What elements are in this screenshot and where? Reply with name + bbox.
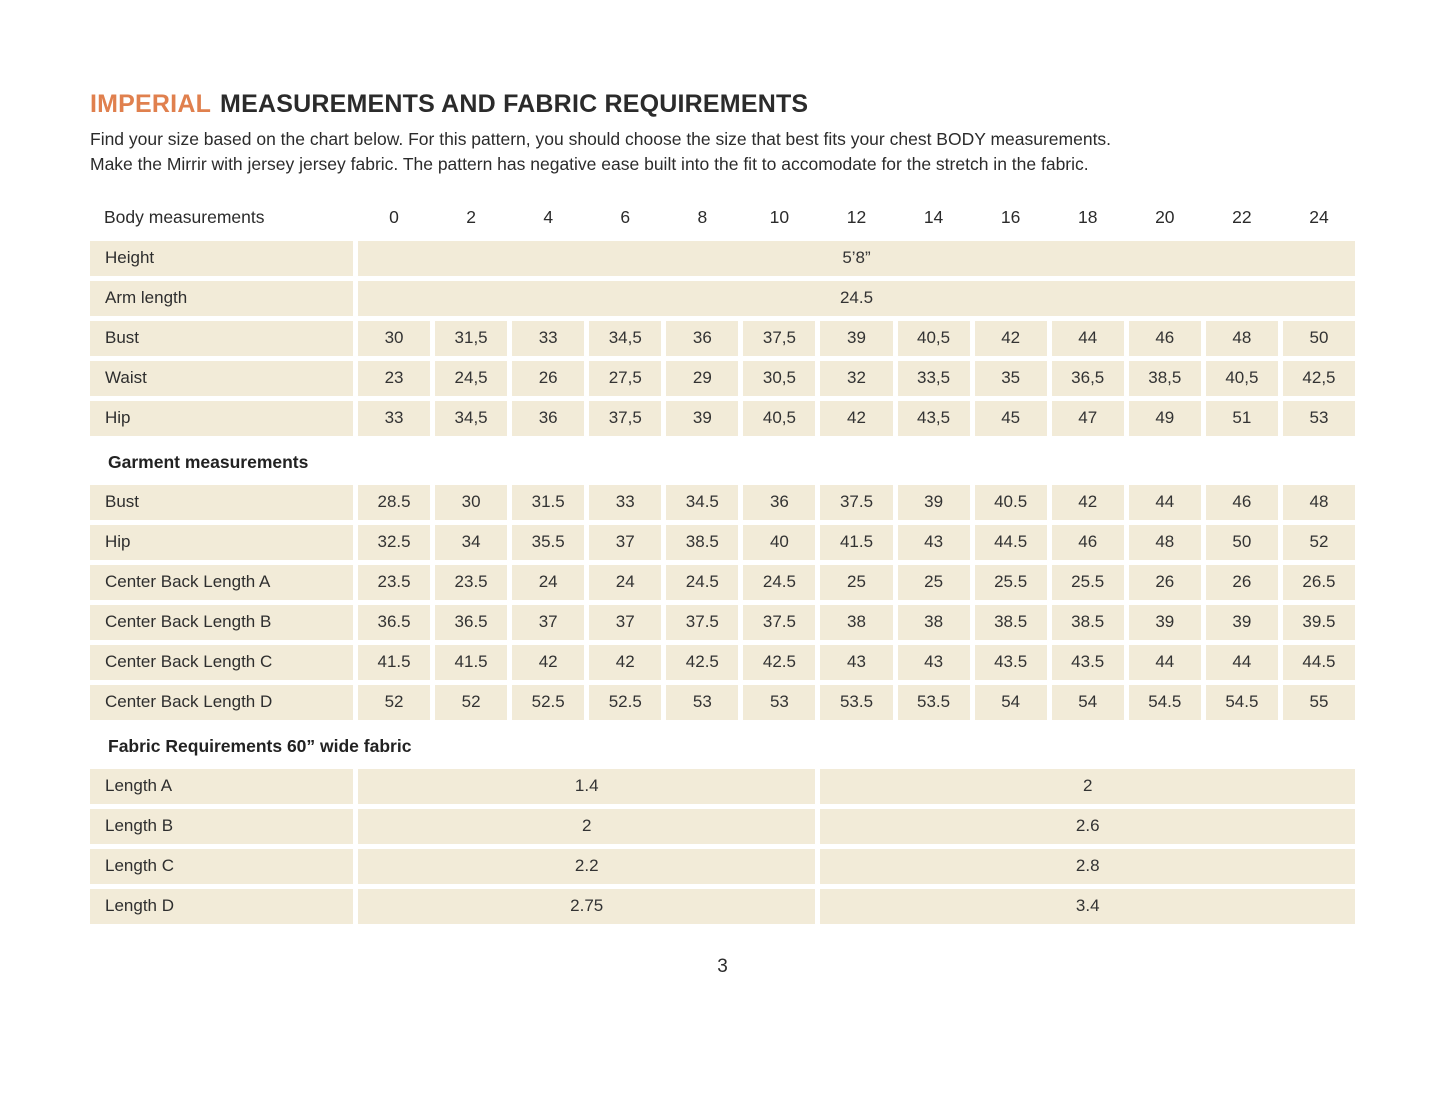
size-header: 18: [1077, 207, 1098, 228]
table-row: [90, 889, 1355, 924]
measurement-cell: 26: [1206, 565, 1278, 600]
measurements-table: [90, 203, 1355, 924]
measurement-cell: 25: [898, 565, 970, 600]
table-row: [90, 685, 1355, 720]
measurement-cell: 38: [820, 605, 892, 640]
measurement-cell: 52: [358, 685, 430, 720]
measurement-cell: 37,5: [743, 321, 815, 356]
table-row: [90, 645, 1355, 680]
measurement-cell: 30: [435, 485, 507, 520]
measurement-cell: 52.5: [589, 685, 661, 720]
measurement-cell: 36: [743, 485, 815, 520]
measurement-cell: 36: [666, 321, 738, 356]
size-header: 24: [1309, 207, 1329, 228]
measurement-cell: 53: [743, 685, 815, 720]
measurement-cell: 44.5: [1283, 645, 1355, 680]
measurement-cell: 36.5: [435, 605, 507, 640]
measurement-cell: 24.5: [743, 565, 815, 600]
measurement-cell: 32: [820, 361, 892, 396]
fabric-amount-left: 2: [358, 809, 815, 844]
measurement-cell: 52: [1283, 525, 1355, 560]
measurement-cell: 41.5: [820, 525, 892, 560]
measurement-cell: 32.5: [358, 525, 430, 560]
page-title-rest: MEASUREMENTS AND FABRIC REQUIREMENTS: [220, 90, 809, 118]
measurement-cell: 34.5: [666, 485, 738, 520]
table-row: [90, 849, 1355, 884]
measurement-cell: 41.5: [435, 645, 507, 680]
row-label: Center Back Length B: [90, 605, 353, 640]
measurement-cell: 43: [898, 645, 970, 680]
measurement-cell: 42: [820, 401, 892, 436]
measurement-cell: 34,5: [435, 401, 507, 436]
size-header: 22: [1232, 207, 1252, 228]
row-label: Center Back Length A: [90, 565, 353, 600]
intro-text: [90, 127, 1355, 177]
measurement-cell: 41.5: [358, 645, 430, 680]
measurement-cell: 39: [820, 321, 892, 356]
measurement-cell: 45: [975, 401, 1047, 436]
measurement-cell: 31,5: [435, 321, 507, 356]
measurement-cell: 44: [1129, 645, 1201, 680]
measurement-cell: 25.5: [1052, 565, 1124, 600]
measurement-cell: 50: [1283, 321, 1355, 356]
measurement-cell: 33,5: [898, 361, 970, 396]
measurement-cell: 43,5: [898, 401, 970, 436]
table-row: [90, 605, 1355, 640]
row-label: Bust: [90, 321, 353, 356]
measurement-cell: 36: [512, 401, 584, 436]
measurement-cell: 40,5: [743, 401, 815, 436]
measurement-cell: 44: [1129, 485, 1201, 520]
measurement-cell: 33: [512, 321, 584, 356]
fabric-amount-left: 2.2: [358, 849, 815, 884]
measurement-cell: 42,5: [1283, 361, 1355, 396]
fabric-amount-right: 2.8: [820, 849, 1355, 884]
row-label: Waist: [90, 361, 353, 396]
measurement-cell: 30,5: [743, 361, 815, 396]
measurement-cell: 39.5: [1283, 605, 1355, 640]
measurement-cell: 24: [512, 565, 584, 600]
measurement-cell: 40,5: [1206, 361, 1278, 396]
measurement-cell: 30: [358, 321, 430, 356]
row-label: Hip: [90, 401, 353, 436]
measurement-cell: 54.5: [1206, 685, 1278, 720]
measurement-cell: 43: [820, 645, 892, 680]
measurement-cell: 34: [435, 525, 507, 560]
row-label: Length C: [90, 849, 353, 884]
measurement-cell: 35.5: [512, 525, 584, 560]
measurement-cell: 38: [898, 605, 970, 640]
intro-line-1: Find your size based on the chart below. For this pattern, you should choose the size that best fits your chest BODY measurements.: [90, 129, 1112, 149]
measurement-cell: 26: [1129, 565, 1201, 600]
measurement-cell: 48: [1206, 321, 1278, 356]
measurement-cell: 54: [975, 685, 1047, 720]
measurement-cell: 53.5: [820, 685, 892, 720]
measurement-cell: 46: [1206, 485, 1278, 520]
measurement-cell: 39: [898, 485, 970, 520]
table-row: [90, 361, 1355, 396]
fabric-amount-right: 2: [820, 769, 1355, 804]
measurement-cell: 42: [589, 645, 661, 680]
measurement-cell: 43.5: [975, 645, 1047, 680]
measurement-cell: 37: [589, 525, 661, 560]
measurement-cell: 27,5: [589, 361, 661, 396]
size-header: 0: [389, 207, 399, 228]
fabric-amount-left: 2.75: [358, 889, 815, 924]
measurement-cell: 48: [1283, 485, 1355, 520]
measurement-cell: 33: [589, 485, 661, 520]
measurement-cell: 39: [666, 401, 738, 436]
measurement-cell: 23.5: [435, 565, 507, 600]
measurement-cell: 42.5: [743, 645, 815, 680]
measurement-cell: 42.5: [666, 645, 738, 680]
fabric-amount-left: 1.4: [358, 769, 815, 804]
table-header-label: Body measurements: [104, 207, 265, 228]
measurement-cell: 35: [975, 361, 1047, 396]
page-title: [90, 90, 1355, 119]
table-row: [90, 401, 1355, 436]
fabric-amount-right: 2.6: [820, 809, 1355, 844]
measurement-cell: 42: [1052, 485, 1124, 520]
measurement-cell: 37: [589, 605, 661, 640]
measurement-cell: 44.5: [975, 525, 1047, 560]
measurement-cell: 51: [1206, 401, 1278, 436]
measurement-cell: 38,5: [1129, 361, 1201, 396]
measurement-cell: 53: [1283, 401, 1355, 436]
row-label: Hip: [90, 525, 353, 560]
size-header: 10: [769, 207, 790, 228]
measurement-cell: 24,5: [435, 361, 507, 396]
measurement-cell: 47: [1052, 401, 1124, 436]
size-header: 12: [846, 207, 867, 228]
table-row: [90, 321, 1355, 356]
full-width-value: 24.5: [358, 281, 1355, 316]
measurement-cell: 29: [666, 361, 738, 396]
row-label: Length D: [90, 889, 353, 924]
table-row: [90, 769, 1355, 804]
size-header: 4: [543, 207, 554, 228]
measurement-cell: 49: [1129, 401, 1201, 436]
measurement-cell: 50: [1206, 525, 1278, 560]
measurement-cell: 55: [1283, 685, 1355, 720]
row-label: Center Back Length D: [90, 685, 353, 720]
measurement-cell: 44: [1052, 321, 1124, 356]
measurement-cell: 46: [1129, 321, 1201, 356]
page-number: 3: [717, 955, 728, 977]
size-header: 16: [1000, 207, 1021, 228]
measurement-cell: 54.5: [1129, 685, 1201, 720]
row-label: Arm length: [90, 281, 353, 316]
measurement-cell: 53: [666, 685, 738, 720]
measurement-cell: 52: [435, 685, 507, 720]
measurement-cell: 54: [1052, 685, 1124, 720]
measurement-cell: 39: [1206, 605, 1278, 640]
fabric-amount-right: 3.4: [820, 889, 1355, 924]
measurement-cell: 34,5: [589, 321, 661, 356]
page-title-accent: IMPERIAL: [90, 90, 212, 118]
measurement-cell: 31.5: [512, 485, 584, 520]
measurement-cell: 25.5: [975, 565, 1047, 600]
measurement-cell: 46: [1052, 525, 1124, 560]
size-header: 6: [620, 207, 631, 228]
table-row: [90, 485, 1355, 520]
measurement-cell: 43: [898, 525, 970, 560]
row-label: Center Back Length C: [90, 645, 353, 680]
measurement-cell: 36,5: [1052, 361, 1124, 396]
row-label: Length A: [90, 769, 353, 804]
measurement-cell: 40.5: [975, 485, 1047, 520]
measurement-cell: 48: [1129, 525, 1201, 560]
measurement-cell: 24: [589, 565, 661, 600]
measurement-cell: 26: [512, 361, 584, 396]
measurement-cell: 37.5: [743, 605, 815, 640]
table-row: [90, 525, 1355, 560]
size-header: 20: [1155, 207, 1175, 228]
measurement-cell: 52.5: [512, 685, 584, 720]
table-row: [90, 809, 1355, 844]
intro-line-2: Make the Mirrir with jersey jersey fabric. The pattern has negative ease built into the fit to accomodate for the stretch in the fabric.: [90, 153, 1089, 174]
measurement-cell: 23: [358, 361, 430, 396]
garment-section-label: Garment measurements: [108, 452, 309, 473]
measurement-cell: 36.5: [358, 605, 430, 640]
measurement-cell: 40,5: [898, 321, 970, 356]
measurement-cell: 37.5: [666, 605, 738, 640]
measurement-cell: 25: [820, 565, 892, 600]
measurement-cell: 33: [358, 401, 430, 436]
measurement-cell: 42: [975, 321, 1047, 356]
size-header: 14: [923, 207, 944, 228]
measurement-cell: 28.5: [358, 485, 430, 520]
measurement-cell: 38.5: [975, 605, 1047, 640]
size-header: 8: [697, 207, 708, 228]
measurement-cell: 43.5: [1052, 645, 1124, 680]
row-label: Bust: [90, 485, 353, 520]
measurement-cell: 38.5: [666, 525, 738, 560]
fabric-section-label: Fabric Requirements 60” wide fabric: [108, 736, 412, 757]
measurement-cell: 39: [1129, 605, 1201, 640]
full-width-value: 5’8”: [358, 241, 1355, 276]
measurement-cell: 37,5: [589, 401, 661, 436]
size-header: 2: [466, 207, 476, 228]
table-row: [90, 241, 1355, 276]
measurement-cell: 26.5: [1283, 565, 1355, 600]
row-label: Height: [90, 241, 353, 276]
measurement-cell: 38.5: [1052, 605, 1124, 640]
table-row: [90, 281, 1355, 316]
measurement-cell: 53.5: [898, 685, 970, 720]
measurement-cell: 42: [512, 645, 584, 680]
row-label: Length B: [90, 809, 353, 844]
measurement-cell: 40: [743, 525, 815, 560]
measurement-cell: 37.5: [820, 485, 892, 520]
measurement-cell: 44: [1206, 645, 1278, 680]
table-row: [90, 565, 1355, 600]
measurement-cell: 37: [512, 605, 584, 640]
table-row: [90, 203, 1355, 233]
measurement-cell: 23.5: [358, 565, 430, 600]
pattern-size-chart-page: [90, 90, 1355, 978]
measurement-cell: 24.5: [666, 565, 738, 600]
